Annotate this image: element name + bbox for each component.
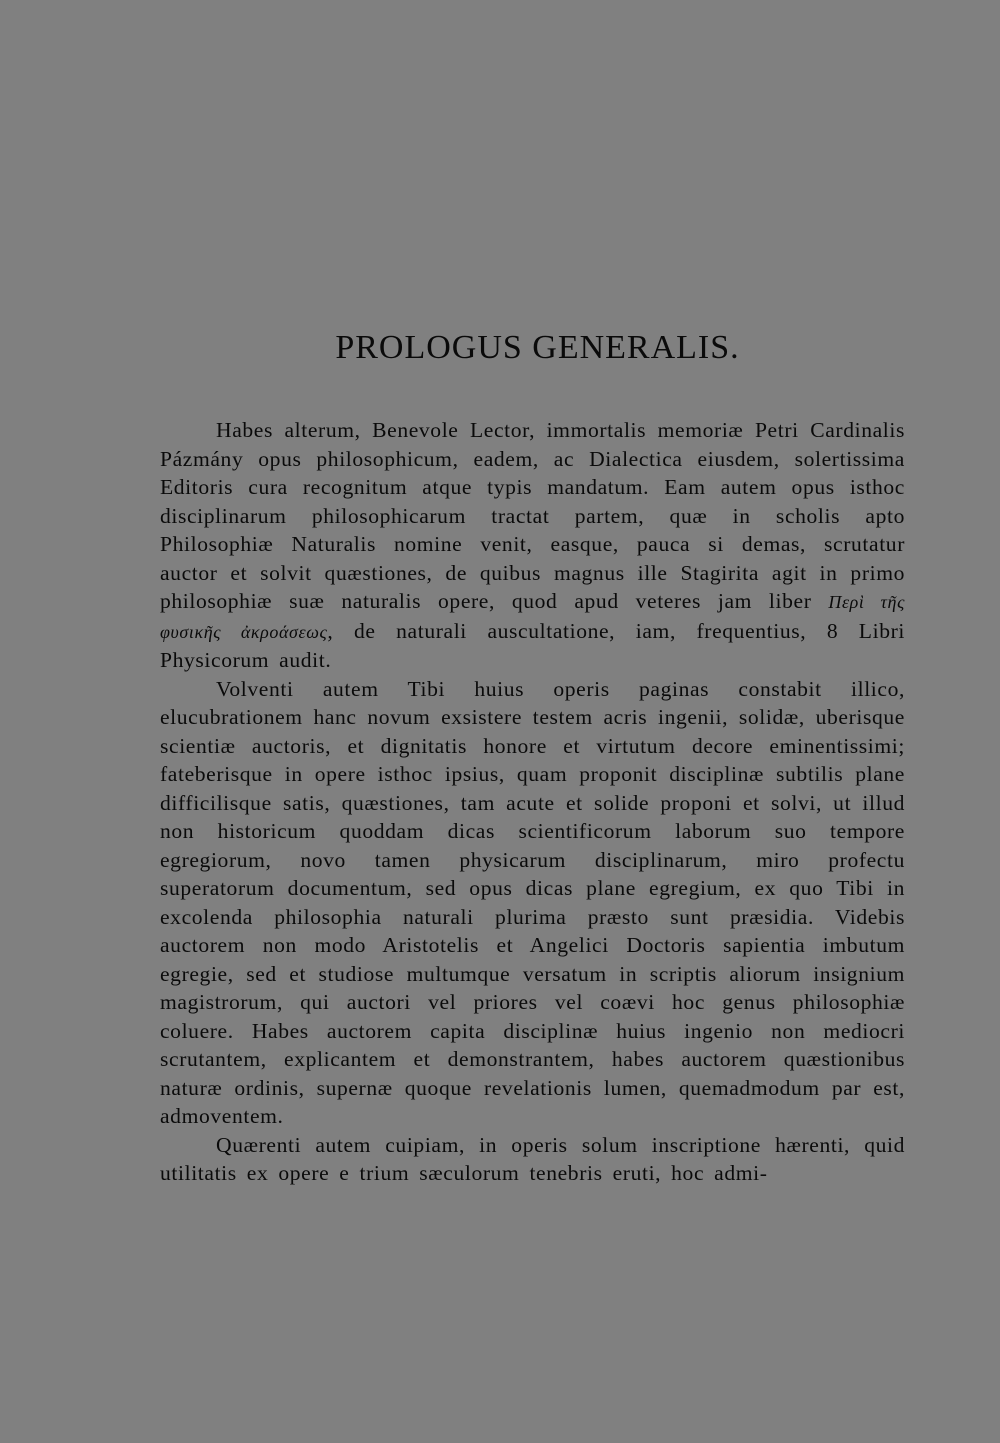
- paragraph-1-text-cont: , de naturali auscultatione, iam, frequentius, 8 Libri Physicorum audit.: [160, 618, 905, 672]
- paragraph-2: Volventi autem Tibi huius operis paginas constabit illico, elucubrationem hanc novum exsistere testem acris ingenii, solidæ, uberisque scientiæ auctoris, et dignitatis honore et virtutum decore eminentissimi; fateberisque in opere isthoc ipsius, quam proponit disciplinæ subtilis plane difficilisque satis, quæstiones, tam acute et solide proponi et solvi, ut illud non historicum quoddam dicas scientificorum laborum suo tempore egregiorum, novo tamen physicarum disciplinarum, miro profectu superatorum documentum, sed opus dicas plane egregium, ex quo Tibi in excolenda philosophia naturali plurima præsto sunt præsidia. Videbis auctorem non modo Aristotelis et Angelici Doctoris sapientia imbutum egregie, sed et studiose multumque versatum in scriptis aliorum insignium magistrorum, qui auctori vel priores vel coævi hoc genus philosophiæ coluere. Habes auctorem capita disciplinæ huius ingenio non mediocri scrutantem, explicantem et demonstrantem, habes auctorem quæstionibus naturæ ordinis, supernæ quoque revelationis lumen, quemadmodum par est, admoventem.: [160, 676, 905, 1128]
- paragraph-1-text: Habes alterum, Benevole Lector, immortalis memoriæ Petri Cardinalis Pázmány opus philosophicum, eadem, ac Dialectica eiusdem, solertissima Editoris cura recognitum atque typis mandatum. Eam autem opus isthoc disciplinarum philosophicarum tractat partem, quæ in scholis apto Philosophiæ Naturalis nomine venit, easque, pauca si demas, scrutatur auctor et solvit quæstiones, de quibus magnus ille Stagirita agit in primo philosophiæ suæ naturalis opere, quod apud veteres jam liber: [160, 418, 905, 613]
- page: [160, 320, 905, 1188]
- greek-title: Περὶ τῆς φυσικῆς ἀκροάσεως: [160, 592, 905, 642]
- paragraph-1: [160, 416, 905, 675]
- page-title: PROLOGUS GENERALIS.: [335, 329, 740, 366]
- paragraph-3: Quærenti autem cuipiam, in operis solum inscriptione hærenti, quid utilitatis ex opere e trium sæculorum tenebris eruti, hoc admi-: [160, 1132, 905, 1185]
